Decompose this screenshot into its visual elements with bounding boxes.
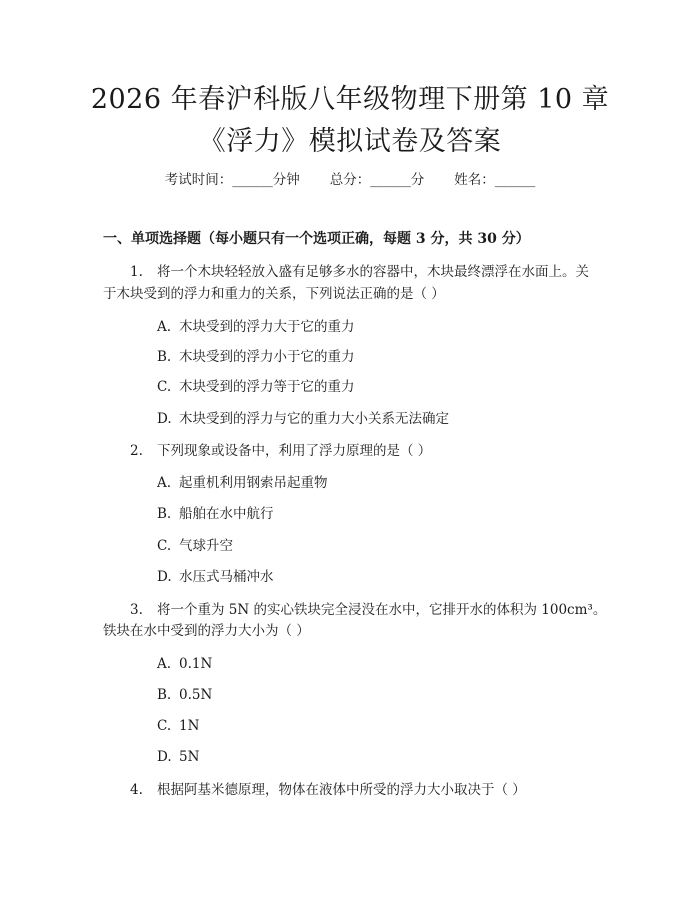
option-text: 起重机利用钢索吊起重物 [179, 475, 328, 491]
question-2-option-b [157, 504, 274, 524]
question-text: 根据阿基米德原理，物体在液体中所受的浮力大小取决于（ ） [157, 782, 526, 798]
option-label: C. [157, 538, 172, 554]
option-text: 木块受到的浮力小于它的重力 [179, 349, 355, 365]
question-1-option-d [157, 409, 449, 429]
exam-time: 考试时间：______分钟 [164, 172, 300, 188]
question-2-stem [130, 441, 431, 461]
section-heading: 一、单项选择题（每小题只有一个选项正确，每题 3 分，共 30 分） [103, 231, 530, 247]
question-4-stem [130, 780, 526, 800]
exam-name: 姓名：______ [454, 172, 536, 188]
question-1-option-c [157, 377, 355, 397]
option-text: 木块受到的浮力与它的重力大小关系无法确定 [179, 411, 449, 427]
option-label: D. [157, 411, 172, 427]
option-text: 水压式马桶冲水 [179, 569, 274, 585]
option-label: B. [157, 349, 172, 365]
question-text: 下列现象或设备中，利用了浮力原理的是（ ） [157, 443, 432, 459]
option-text: 船舶在水中航行 [179, 506, 274, 522]
question-3-stem-cont: 铁块在水中受到的浮力大小为（ ） [103, 623, 310, 639]
option-text: 1N [179, 718, 200, 734]
option-label: D. [157, 569, 172, 585]
question-number: 4. [130, 782, 143, 798]
question-number: 3. [130, 602, 143, 618]
question-3-stem [130, 600, 606, 620]
question-3-option-c [157, 716, 199, 736]
question-1-stem-cont: 于木块受到的浮力和重力的关系，下列说法正确的是（ ） [103, 286, 445, 302]
option-label: D. [157, 749, 172, 765]
question-text: 将一个木块轻轻放入盛有足够多水的容器中，木块最终漂浮在水面上。关 [157, 264, 589, 280]
option-label: B. [157, 687, 172, 703]
exam-title-line1: 2026 年春沪科版八年级物理下册第 10 章 [90, 84, 610, 115]
question-3-option-a [157, 654, 212, 674]
option-label: A. [157, 319, 172, 335]
question-2-option-a [157, 473, 328, 493]
option-text: 木块受到的浮力等于它的重力 [179, 379, 355, 395]
option-text: 木块受到的浮力大于它的重力 [179, 319, 355, 335]
question-1-option-b [157, 347, 355, 367]
question-number: 2. [130, 443, 143, 459]
exam-title-line2: 《浮力》模拟试卷及答案 [198, 126, 502, 157]
question-text: 将一个重为 5N 的实心铁块完全浸没在水中，它排开水的体积为 100cm³。 [157, 602, 607, 618]
option-text: 气球升空 [179, 538, 233, 554]
question-2-option-d [157, 567, 274, 587]
option-label: A. [157, 475, 172, 491]
question-1-option-a [157, 317, 355, 337]
exam-score: 总分：______分 [329, 172, 425, 188]
question-number: 1. [130, 264, 143, 280]
option-label: C. [157, 379, 172, 395]
option-label: A. [157, 656, 172, 672]
option-text: 0.1N [179, 656, 213, 672]
option-label: B. [157, 506, 172, 522]
question-1-stem [130, 262, 589, 282]
option-text: 0.5N [179, 687, 213, 703]
question-3-option-b [157, 685, 212, 705]
option-text: 5N [179, 749, 200, 765]
option-label: C. [157, 718, 172, 734]
question-3-option-d [157, 747, 199, 767]
exam-meta [0, 168, 700, 188]
question-2-option-c [157, 536, 233, 556]
